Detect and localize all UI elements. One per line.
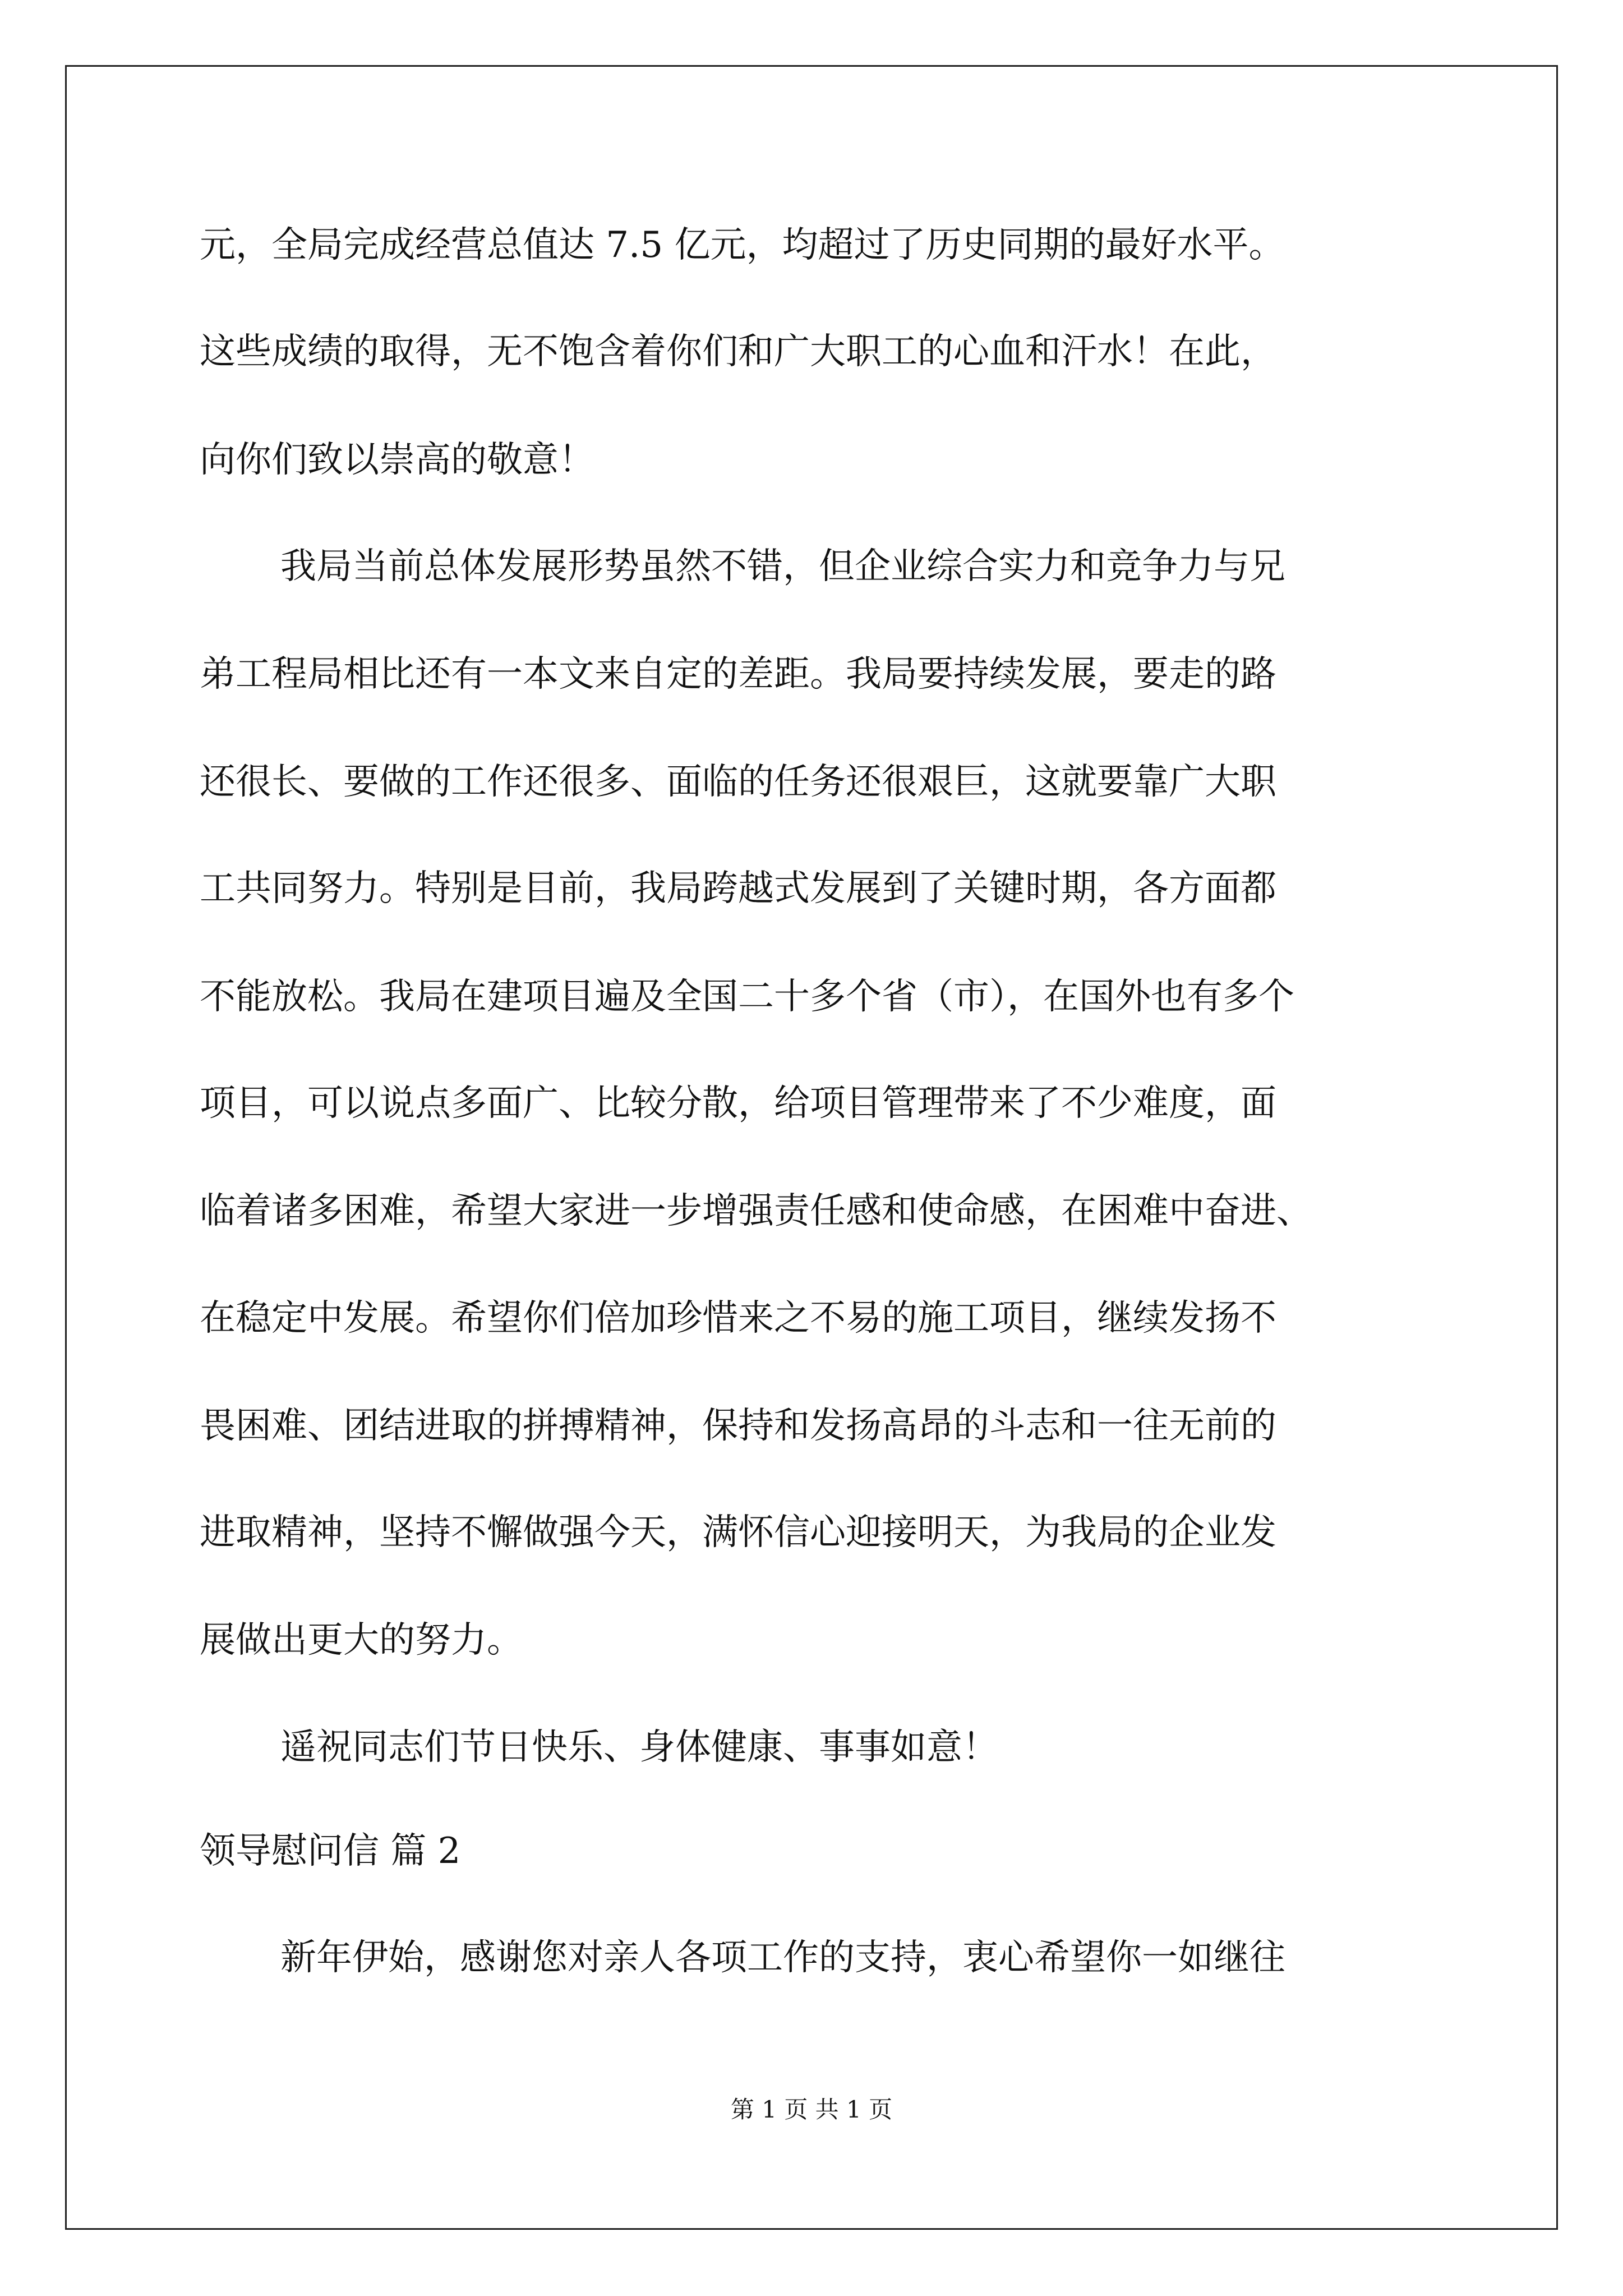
- paragraph-1-line-3: 向你们致以崇高的敬意！: [200, 439, 594, 481]
- paragraph-2-line-6: 项目，可以说点多面广、比较分散，给项目管理带来了不少难度，面: [200, 1083, 1276, 1124]
- paragraph-2-line-10: 进取精神，坚持不懈做强今天，满怀信心迎接明天，为我局的企业发: [200, 1512, 1276, 1553]
- paragraph-2-line-5: 不能放松。我局在建项目遍及全国二十多个省（市），在国外也有多个: [200, 976, 1294, 1018]
- paragraph-2-line-9: 畏困难、团结进取的拼搏精神，保持和发扬高昂的斗志和一往无前的: [200, 1405, 1276, 1447]
- page-border: [65, 65, 1558, 2230]
- paragraph-4-line-1: 新年伊始，感谢您对亲人各项工作的支持，衷心希望你一如继往: [280, 1937, 1285, 1978]
- paragraph-1-line-1: 元，全局完成经营总值达 7.5 亿元，均超过了历史同期的最好水平。: [200, 224, 1285, 266]
- paragraph-3-line-1: 遥祝同志们节日快乐、身体健康、事事如意！: [280, 1727, 998, 1768]
- paragraph-2-line-1: 我局当前总体发展形势虽然不错，但企业综合实力和竞争力与兄: [280, 546, 1285, 587]
- paragraph-2-line-3: 还很长、要做的工作还很多、面临的任务还很艰巨，这就要靠广大职: [200, 761, 1276, 803]
- paragraph-2-line-8: 在稳定中发展。希望你们倍加珍惜来之不易的施工项目，继续发扬不: [200, 1297, 1276, 1339]
- paragraph-2-line-7: 临着诸多困难，希望大家进一步增强责任感和使命感，在困难中奋进、: [200, 1190, 1312, 1232]
- paragraph-2-line-4: 工共同努力。特别是目前，我局跨越式发展到了关键时期，各方面都: [200, 868, 1276, 909]
- paragraph-1-line-2: 这些成绩的取得，无不饱含着你们和广大职工的心血和汗水！在此，: [200, 331, 1276, 372]
- section-heading: 领导慰问信 篇 2: [200, 1830, 461, 1872]
- page-number-footer: 第 1 页 共 1 页: [730, 2096, 893, 2123]
- paragraph-2-line-11: 展做出更大的努力。: [200, 1619, 523, 1661]
- paragraph-2-line-2: 弟工程局相比还有一本文来自定的差距。我局要持续发展，要走的路: [200, 654, 1276, 695]
